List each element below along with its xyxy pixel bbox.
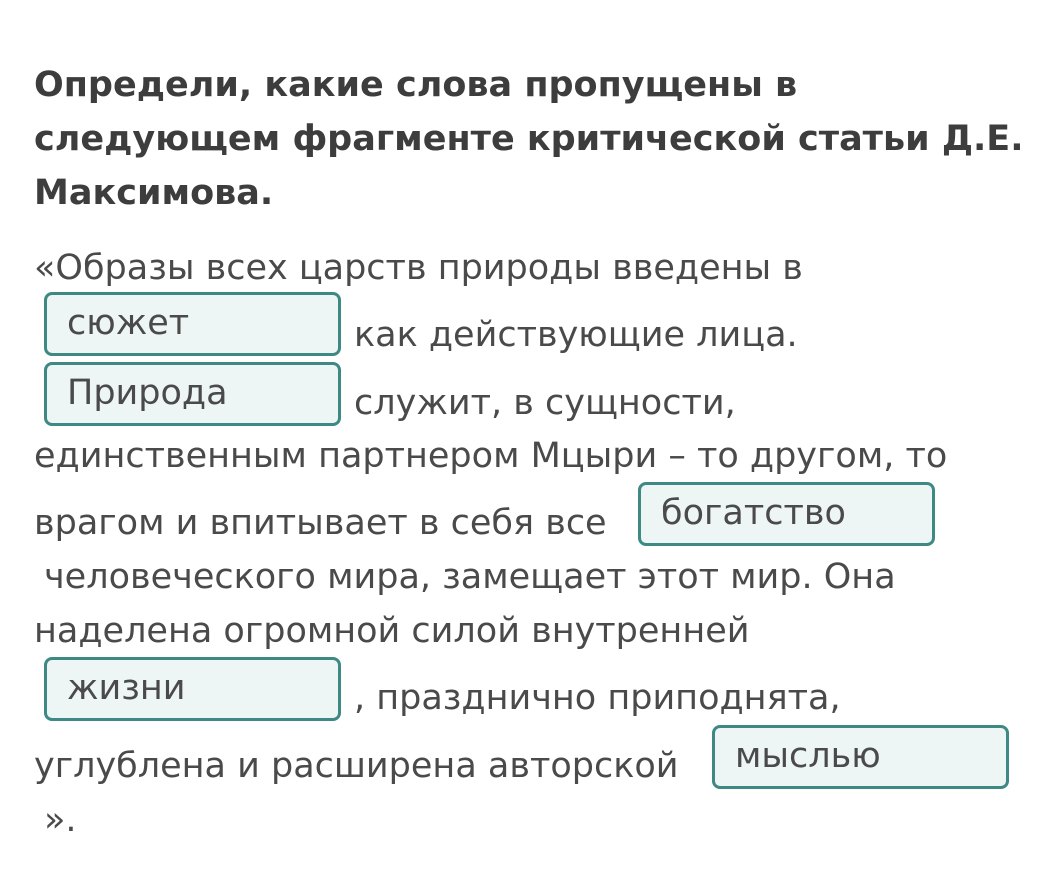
passage-line-9: углублена и расширена авторской — [34, 746, 679, 786]
answer-blank-1[interactable]: сюжет — [44, 292, 341, 356]
question-title: Определи, какие слова пропущены в следующем фрагменте критической статьи Д.Е. Максимова. — [34, 65, 1024, 213]
passage-line-8: , празднично приподнята, — [354, 678, 841, 718]
passage-line-4: единственным партнером Мцыри – то другом, то — [34, 436, 948, 476]
passage-line-6: человеческого мира, замещает этот мир. Она — [44, 557, 896, 597]
passage-line-3: служит, в сущности, — [354, 383, 736, 423]
passage-line-7: наделена огромной силой внутренней — [34, 611, 750, 651]
passage-line-5: врагом и впитывает в себя все — [34, 503, 607, 543]
passage-line-10: ». — [44, 800, 77, 840]
passage-line-1: «Образы всех царств природы введены в — [34, 248, 803, 288]
answer-blank-3[interactable]: богатство — [638, 482, 935, 546]
answer-blank-4[interactable]: жизни — [44, 657, 341, 721]
answer-blank-5[interactable]: мыслью — [712, 725, 1009, 789]
passage-line-2: как действующие лица. — [354, 315, 798, 355]
answer-blank-2[interactable]: Природа — [44, 362, 341, 426]
